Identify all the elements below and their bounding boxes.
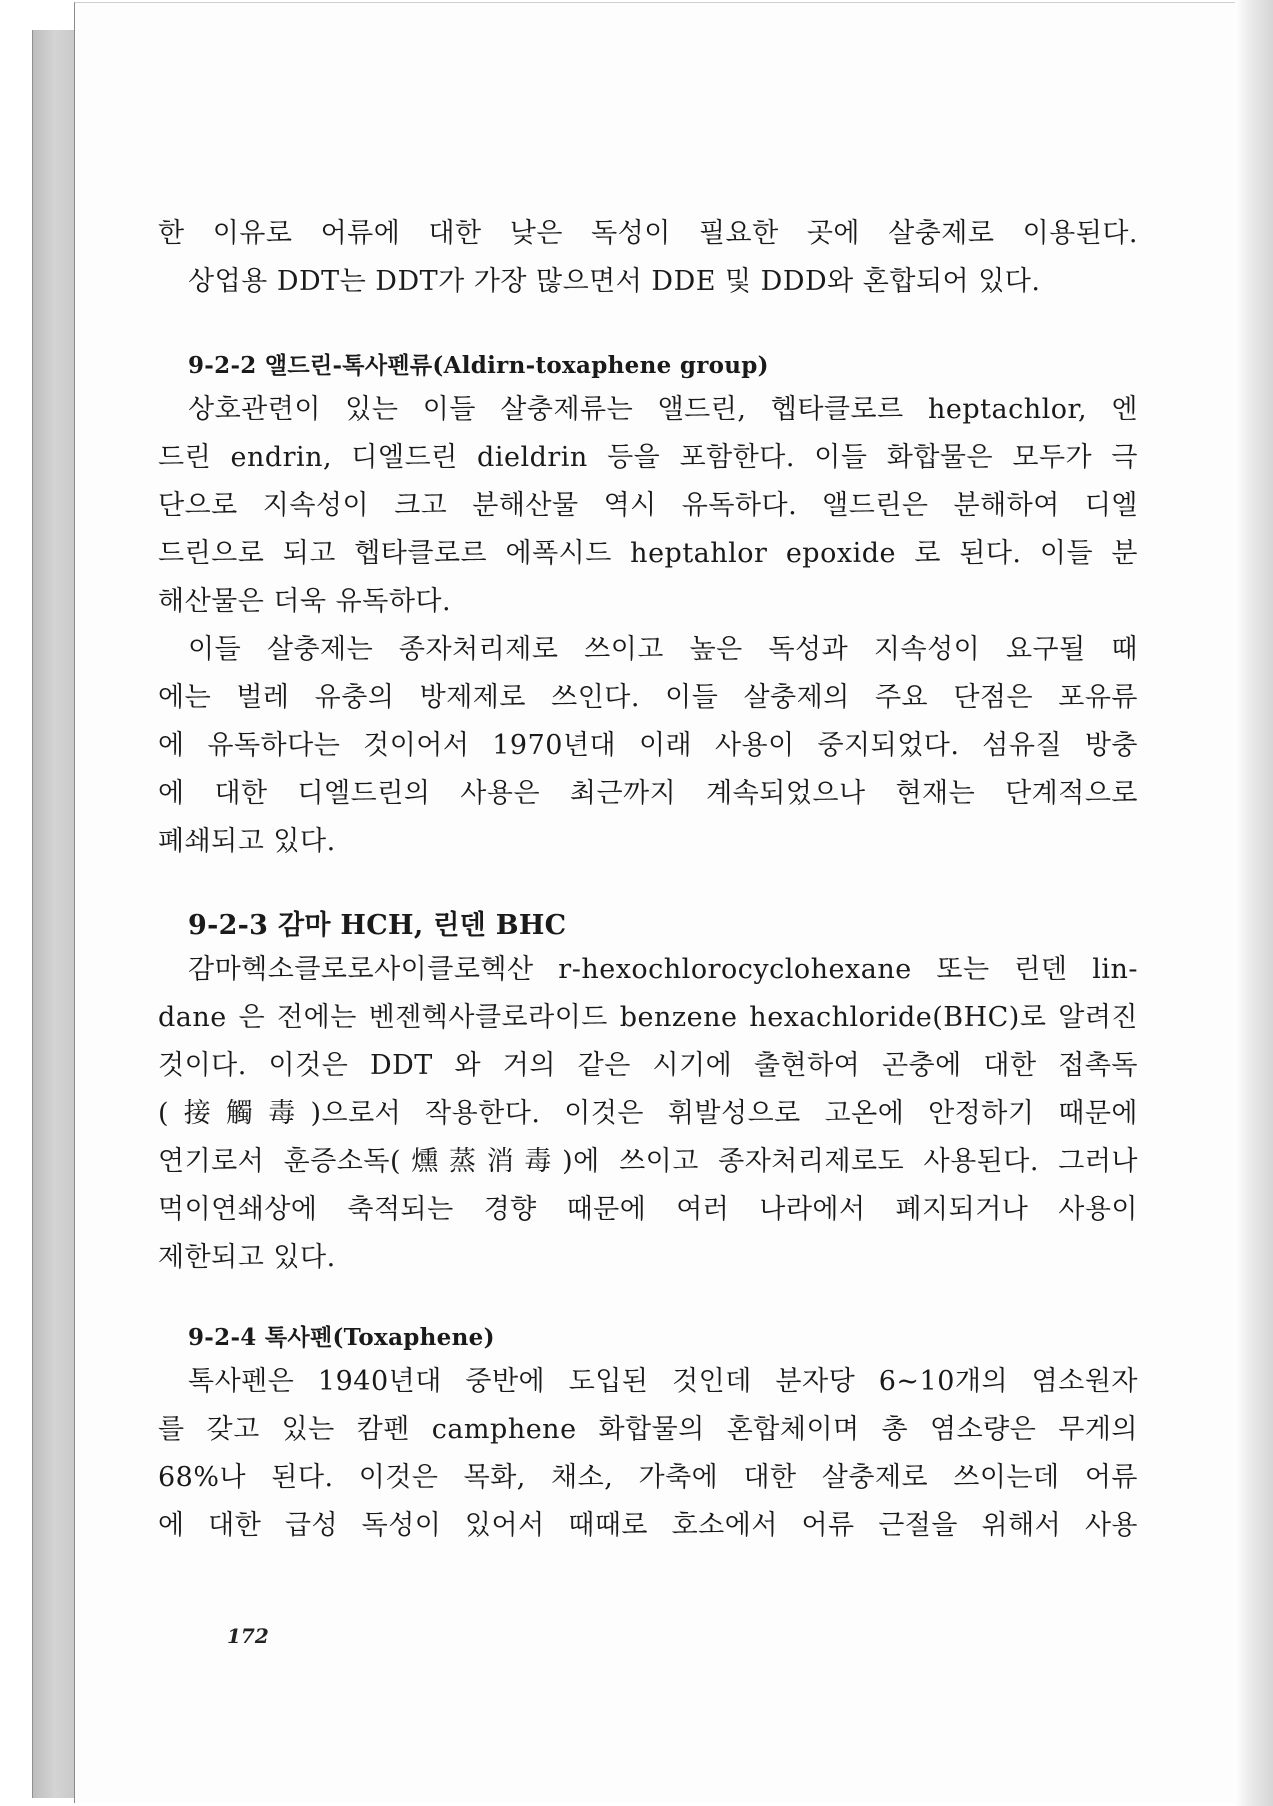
intro-paragraph bbox=[158, 210, 1138, 306]
section-heading: 9-2-2 앨드린-톡사펜류(Aldirn-toxaphene group) bbox=[188, 352, 769, 379]
body-paragraph bbox=[158, 1358, 1138, 1550]
text-line: 한 이유로 어류에 대한 낮은 독성이 필요한 곳에 살충제로 이용된다. bbox=[158, 218, 1138, 249]
text-line: 단으로 지속성이 크고 분해산물 역시 유독하다. 앨드린은 분해하여 디엘 bbox=[158, 490, 1138, 521]
text-line: 톡사펜은 1940년대 중반에 도입된 것인데 분자당 6~10개의 염소원자 bbox=[188, 1366, 1138, 1397]
text-line: 것이다. 이것은 DDT 와 거의 같은 시기에 출현하여 곤충에 대한 접촉독 bbox=[158, 1050, 1138, 1081]
text-line: 68%나 된다. 이것은 목화, 채소, 가축에 대한 살충제로 쓰이는데 어류 bbox=[158, 1462, 1138, 1493]
text-line: 상호관련이 있는 이들 살충제류는 앨드린, 헵타클로르 heptachlor, 엔 bbox=[188, 394, 1138, 425]
body-paragraph bbox=[158, 386, 1138, 626]
text-line: 에 대한 디엘드린의 사용은 최근까지 계속되었으나 현재는 단계적으로 bbox=[158, 778, 1138, 809]
page-number: 172 bbox=[227, 1624, 269, 1648]
text-line: 에 유독하다는 것이어서 1970년대 이래 사용이 중지되었다. 섬유질 방충 bbox=[158, 730, 1138, 761]
text-line: 제한되고 있다. bbox=[158, 1242, 336, 1273]
section-heading: 9-2-4 톡사펜(Toxaphene) bbox=[188, 1324, 495, 1351]
text-line: (接觸毒)으로서 작용한다. 이것은 휘발성으로 고온에 안정하기 때문에 bbox=[158, 1098, 1138, 1129]
text-line: 드린 endrin, 디엘드린 dieldrin 등을 포함한다. 이들 화합물은 모두가 극 bbox=[158, 442, 1138, 473]
text-line: 에는 벌레 유충의 방제제로 쓰인다. 이들 살충제의 주요 단점은 포유류 bbox=[158, 682, 1138, 713]
body-paragraph bbox=[158, 946, 1138, 1282]
text-line: 를 갖고 있는 캄펜 camphene 화합물의 혼합체이며 총 염소량은 무게의 bbox=[158, 1414, 1138, 1445]
section-heading: 9-2-3 감마 HCH, 린덴 BHC bbox=[188, 910, 567, 941]
text-line: 연기로서 훈증소독(燻蒸消毒)에 쓰이고 종자처리제로도 사용된다. 그러나 bbox=[158, 1146, 1138, 1177]
text-line: 에 대한 급성 독성이 있어서 때때로 호소에서 어류 근절을 위해서 사용 bbox=[158, 1510, 1138, 1541]
book-spine bbox=[32, 30, 77, 1798]
page-content bbox=[158, 210, 1138, 1550]
page-edge-shadow bbox=[1235, 0, 1273, 1806]
text-line: 먹이연쇄상에 축적되는 경향 때문에 여러 나라에서 폐지되거나 사용이 bbox=[158, 1194, 1138, 1225]
text-line: dane 은 전에는 벤젠헥사클로라이드 benzene hexachloride(BHC)로 알려진 bbox=[158, 1002, 1138, 1033]
text-line: 폐쇄되고 있다. bbox=[158, 826, 336, 857]
text-line: 감마헥소클로로사이클로헥산 r-hexochlorocyclohexane 또는 린덴 lin- bbox=[188, 954, 1138, 985]
body-paragraph bbox=[158, 626, 1138, 866]
text-line: 해산물은 더욱 유독하다. bbox=[158, 586, 452, 617]
text-line: 드린으로 되고 헵타클로르 에폭시드 heptahlor epoxide 로 된다. 이들 분 bbox=[158, 538, 1138, 569]
text-line: 상업용 DDT는 DDT가 가장 많으면서 DDE 및 DDD와 혼합되어 있다. bbox=[188, 266, 1041, 297]
text-line: 이들 살충제는 종자처리제로 쓰이고 높은 독성과 지속성이 요구될 때 bbox=[188, 634, 1138, 665]
